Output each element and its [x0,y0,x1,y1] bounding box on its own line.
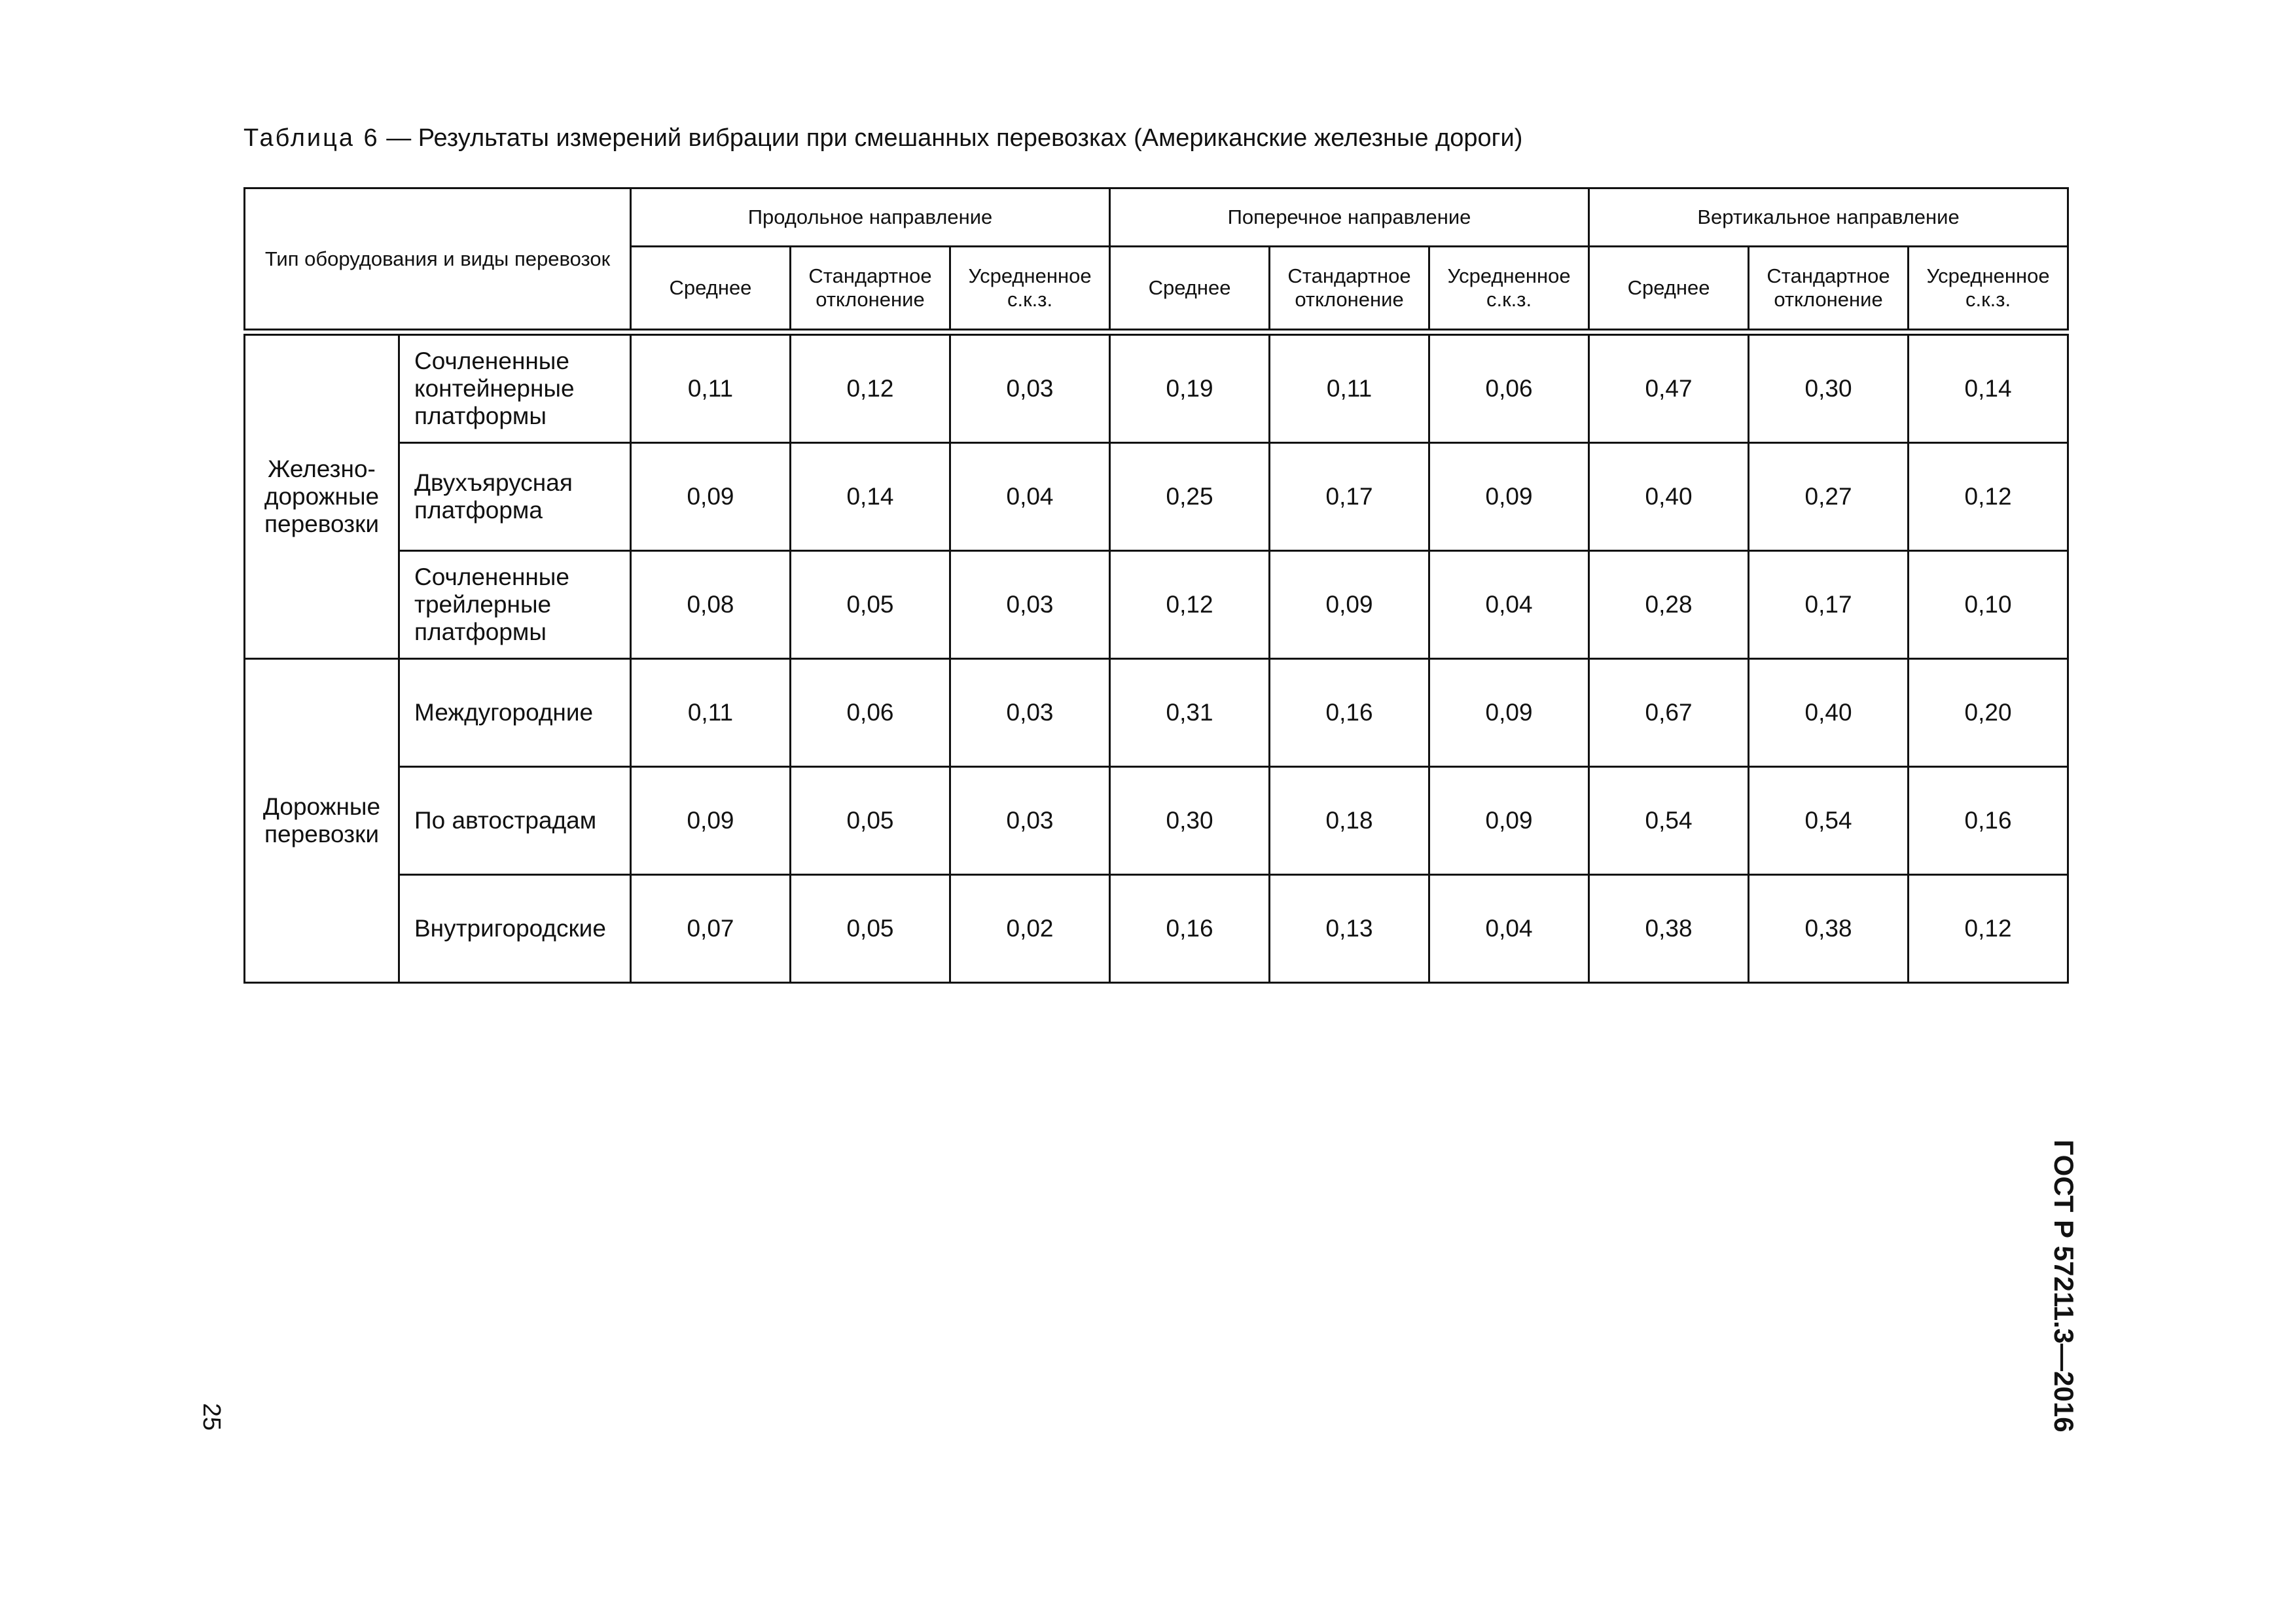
value-cell: 0,04 [950,443,1110,551]
value-cell: 0,06 [791,659,950,767]
value-cell: 0,25 [1110,443,1270,551]
table-row [245,875,2068,983]
value-cell: 0,11 [1270,335,1429,443]
value-cell: 0,40 [1589,443,1749,551]
value-cell: 0,16 [1909,767,2068,875]
group-label-railway: Железно-дорожные перевозки [245,335,399,659]
transverse-mean-header: Среднее [1110,247,1270,330]
value-cell: 0,30 [1749,335,1909,443]
value-cell: 0,54 [1749,767,1909,875]
vertical-direction-header: Вертикальное направление [1589,188,2068,247]
row-label: Внутригородские [399,875,631,983]
transverse-std-header: Стандартное отклонение [1270,247,1429,330]
row-label: Сочлененные трейлерные платформы [399,551,631,659]
row-label: Двухъярусная платформа [399,443,631,551]
value-cell: 0,11 [631,659,791,767]
header-separator [245,330,2068,335]
value-cell: 0,20 [1909,659,2068,767]
vertical-mean-header: Среднее [1589,247,1749,330]
value-cell: 0,03 [950,335,1110,443]
value-cell: 0,09 [1429,659,1589,767]
vertical-rms-header: Усредненное с.к.з. [1909,247,2068,330]
value-cell: 0,31 [1110,659,1270,767]
value-cell: 0,12 [791,335,950,443]
value-cell: 0,12 [1909,875,2068,983]
table-row [245,335,2068,443]
document-code: ГОСТ Р 57211.3—2016 [2049,1139,2079,1433]
value-cell: 0,09 [631,443,791,551]
value-cell: 0,10 [1909,551,2068,659]
equipment-type-header: Тип оборудования и виды перевозок [245,188,631,330]
value-cell: 0,12 [1110,551,1270,659]
value-cell: 0,16 [1110,875,1270,983]
value-cell: 0,17 [1270,443,1429,551]
table-row [245,443,2068,551]
value-cell: 0,05 [791,875,950,983]
value-cell: 0,09 [1429,443,1589,551]
value-cell: 0,47 [1589,335,1749,443]
value-cell: 0,04 [1429,875,1589,983]
table-caption-text: — Результаты измерений вибрации при смешанных перевозках (Американские железные дороги) [379,124,1523,152]
transverse-rms-header: Усредненное с.к.з. [1429,247,1589,330]
longitudinal-direction-header: Продольное направление [631,188,1110,247]
value-cell: 0,09 [1429,767,1589,875]
longitudinal-rms-header: Усредненное с.к.з. [950,247,1110,330]
value-cell: 0,13 [1270,875,1429,983]
table-caption [243,124,1522,152]
value-cell: 0,18 [1270,767,1429,875]
value-cell: 0,08 [631,551,791,659]
table-row [245,551,2068,659]
longitudinal-std-header: Стандартное отклонение [791,247,950,330]
value-cell: 0,03 [950,767,1110,875]
value-cell: 0,02 [950,875,1110,983]
value-cell: 0,09 [1270,551,1429,659]
value-cell: 0,03 [950,659,1110,767]
table-caption-label: Таблица 6 [243,124,380,152]
row-label: Междугородние [399,659,631,767]
value-cell: 0,14 [791,443,950,551]
value-cell: 0,54 [1589,767,1749,875]
value-cell: 0,07 [631,875,791,983]
value-cell: 0,28 [1589,551,1749,659]
value-cell: 0,27 [1749,443,1909,551]
value-cell: 0,14 [1909,335,2068,443]
page-number: 25 [198,1402,225,1431]
value-cell: 0,17 [1749,551,1909,659]
value-cell: 0,40 [1749,659,1909,767]
longitudinal-mean-header: Среднее [631,247,791,330]
value-cell: 0,05 [791,767,950,875]
table-row [245,767,2068,875]
value-cell: 0,09 [631,767,791,875]
value-cell: 0,67 [1589,659,1749,767]
value-cell: 0,38 [1749,875,1909,983]
vertical-std-header: Стандартное отклонение [1749,247,1909,330]
value-cell: 0,19 [1110,335,1270,443]
value-cell: 0,04 [1429,551,1589,659]
table-row [245,659,2068,767]
transverse-direction-header: Поперечное направление [1110,188,1589,247]
value-cell: 0,30 [1110,767,1270,875]
value-cell: 0,12 [1909,443,2068,551]
value-cell: 0,38 [1589,875,1749,983]
value-cell: 0,05 [791,551,950,659]
value-cell: 0,06 [1429,335,1589,443]
row-label: Сочлененные контейнерные платформы [399,335,631,443]
row-label: По автострадам [399,767,631,875]
value-cell: 0,03 [950,551,1110,659]
vibration-results-table [243,187,2069,984]
value-cell: 0,16 [1270,659,1429,767]
group-label-road: Дорожные перевозки [245,659,399,983]
value-cell: 0,11 [631,335,791,443]
